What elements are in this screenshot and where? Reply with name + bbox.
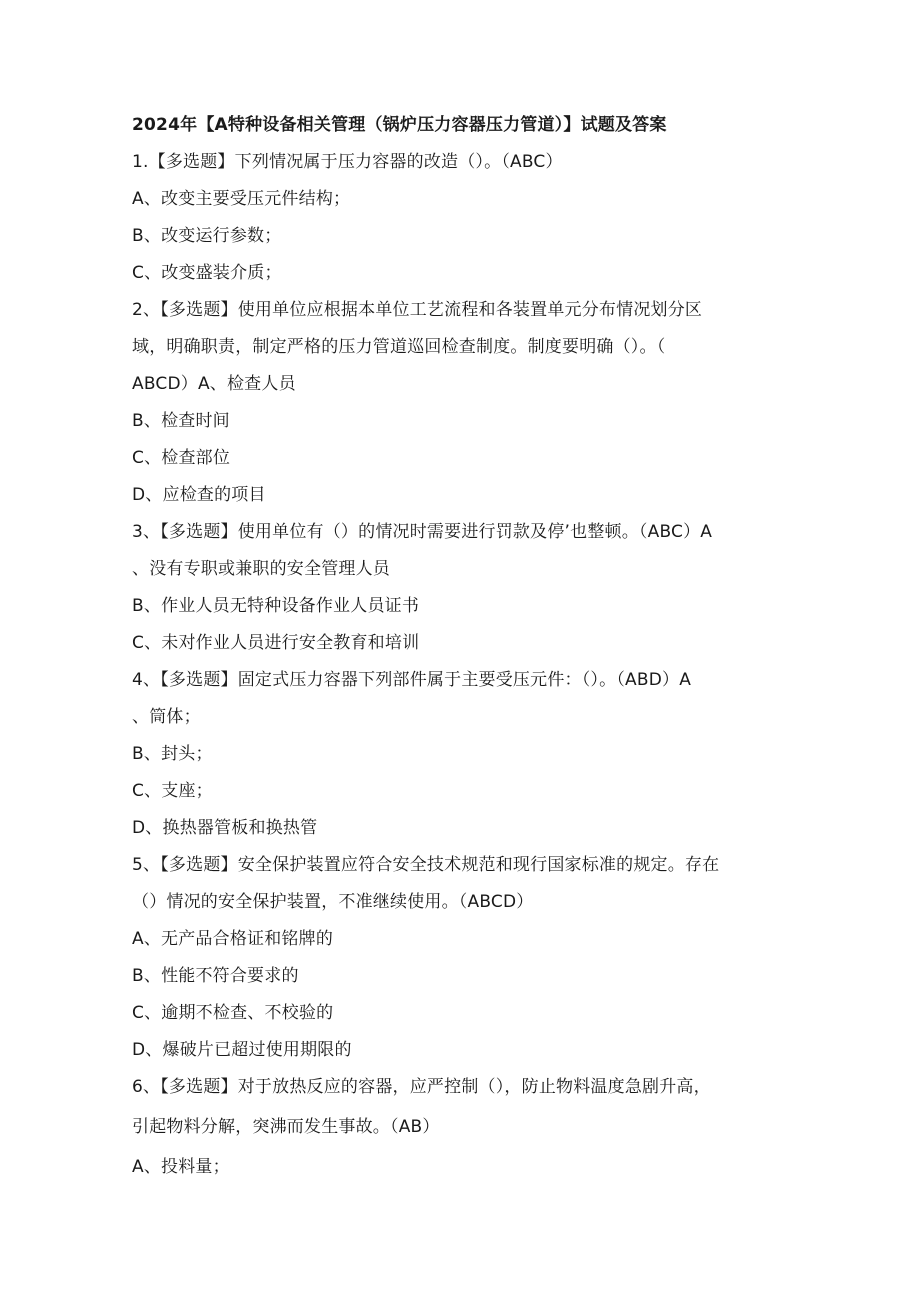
question-2-stem-line-1: 2、【多选题】使用单位应根据本单位工艺流程和各装置单元分布情况划分区	[132, 300, 703, 320]
question-1-option-c: C、改变盛装介质；	[132, 263, 282, 283]
question-5-stem-line-1: 5、【多选题】安全保护装置应符合安全技术规范和现行国家标准的规定。存在	[132, 855, 720, 875]
question-2-option-b: B、检查时间	[132, 411, 230, 431]
question-4-option-a: 、筒体；	[132, 707, 201, 727]
question-1-option-a: A、改变主要受压元件结构；	[132, 189, 351, 209]
question-4-option-c: C、支座；	[132, 781, 213, 801]
question-3-option-b: B、作业人员无特种设备作业人员证书	[132, 596, 420, 616]
question-2-stem-line-3: ABCD）A、检查人员	[132, 374, 296, 394]
question-6-stem-line-1: 6、【多选题】对于放热反应的容器，应严控制（），防止物料温度急剧升高，	[132, 1077, 711, 1097]
question-5-option-d: D、爆破片已超过使用期限的	[132, 1040, 352, 1060]
question-5-option-b: B、性能不符合要求的	[132, 966, 299, 986]
question-4-stem: 4、【多选题】固定式压力容器下列部件属于主要受压元件：（）。（ABD）A	[132, 670, 692, 690]
question-2-option-d: D、应检查的项目	[132, 485, 266, 505]
question-5-stem-line-2: （）情况的安全保护装置，不准继续使用。（ABCD）	[132, 892, 534, 912]
question-5-option-a: A、无产品合格证和铭牌的	[132, 929, 334, 949]
question-3-stem: 3、【多选题】使用单位有（）的情况时需要进行罚款及停’也整顿。（ABC）A	[132, 522, 713, 542]
question-3-option-c: C、未对作业人员进行安全教育和培训	[132, 633, 420, 653]
document-body	[132, 113, 812, 1192]
question-6-stem-line-2: 引起物料分解，突沸而发生事故。（AB）	[132, 1117, 440, 1137]
question-4-option-d: D、换热器管板和换热管	[132, 818, 318, 838]
question-5-option-c: C、逾期不检查、不校验的	[132, 1003, 334, 1023]
question-1-option-b: B、改变运行参数；	[132, 226, 282, 246]
question-2-option-c: C、检查部位	[132, 448, 231, 468]
question-2-stem-line-2: 域，明确职责，制定严格的压力管道巡回检查制度。制度要明确（）。（	[132, 337, 666, 357]
question-4-option-b: B、封头；	[132, 744, 213, 764]
question-1-stem: 1.【多选题】下列情况属于压力容器的改造（）。（ABC）	[132, 152, 563, 172]
question-3-option-a: 、没有专职或兼职的安全管理人员	[132, 559, 390, 579]
document-title: 2024年【A特种设备相关管理（锅炉压力容器压力管道）】试题及答案	[132, 115, 667, 135]
question-6-option-a: A、投料量；	[132, 1157, 230, 1177]
